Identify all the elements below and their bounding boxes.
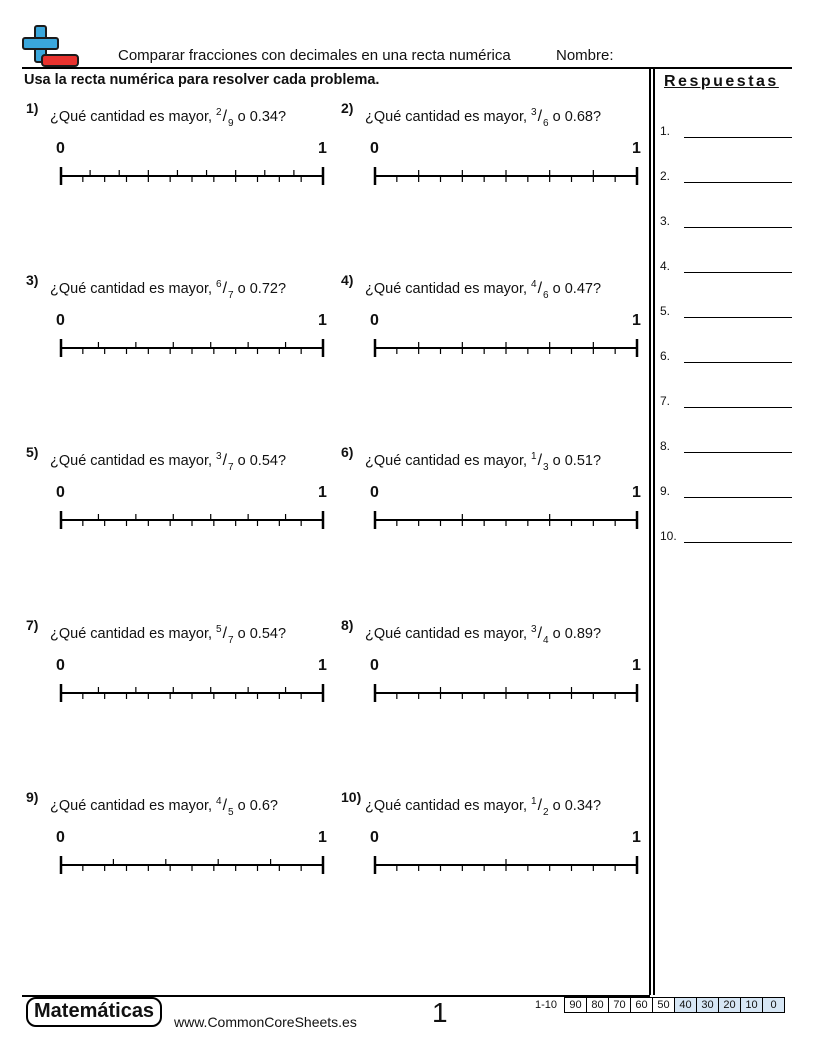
- problem-number: 4): [341, 272, 354, 288]
- problem-number: 6): [341, 444, 354, 460]
- question-suffix: o 0.68?: [548, 109, 602, 125]
- question-prefix: ¿Qué cantidad es mayor,: [50, 798, 217, 814]
- fraction-denominator: 3: [543, 462, 549, 473]
- question-prefix: ¿Qué cantidad es mayor,: [365, 798, 532, 814]
- number-line: [59, 330, 323, 360]
- answer-number: 1.: [660, 124, 671, 138]
- answer-number: 10.: [660, 529, 677, 543]
- answer-column-divider: [649, 67, 651, 995]
- answer-row: [660, 439, 792, 455]
- fraction-denominator: 9: [228, 118, 234, 129]
- number-line-one-label: 1: [632, 829, 641, 846]
- question-prefix: ¿Qué cantidad es mayor,: [365, 281, 532, 297]
- number-line: [373, 675, 637, 705]
- answer-blank[interactable]: [684, 182, 792, 183]
- answer-column-divider-inner: [653, 67, 655, 995]
- fraction-numerator: 5: [216, 624, 222, 635]
- answer-row: [660, 394, 792, 410]
- answer-row: [660, 124, 792, 140]
- number-line-zero-label: 0: [370, 484, 379, 501]
- website-link[interactable]: www.CommonCoreSheets.es: [174, 1014, 357, 1030]
- fraction-denominator: 7: [228, 635, 234, 646]
- problem: [341, 617, 641, 737]
- answer-row: [660, 304, 792, 320]
- question-suffix: o 0.72?: [233, 281, 287, 297]
- problem-number: 1): [26, 100, 39, 116]
- fraction-denominator: 4: [543, 635, 549, 646]
- number-line: [59, 847, 323, 877]
- fraction: [216, 624, 234, 646]
- answer-number: 2.: [660, 169, 671, 183]
- number-line-one-label: 1: [632, 484, 641, 501]
- number-line-zero-label: 0: [56, 312, 65, 329]
- fraction: [216, 451, 234, 473]
- fraction-denominator: 2: [543, 807, 549, 818]
- problem-number: 7): [26, 617, 39, 633]
- score-cell: 50: [653, 998, 675, 1013]
- name-label: Nombre:: [556, 47, 614, 64]
- problem-question: [365, 107, 601, 129]
- header-divider: [22, 67, 792, 69]
- answer-blank[interactable]: [684, 452, 792, 453]
- fraction-numerator: 4: [216, 796, 222, 807]
- question-prefix: ¿Qué cantidad es mayor,: [50, 109, 217, 125]
- number-line-one-label: 1: [632, 312, 641, 329]
- answer-number: 6.: [660, 349, 671, 363]
- answer-row: [660, 529, 792, 545]
- fraction-slash: /: [222, 452, 228, 469]
- answer-blank[interactable]: [684, 272, 792, 273]
- problem: [341, 789, 641, 909]
- question-prefix: ¿Qué cantidad es mayor,: [50, 453, 217, 469]
- fraction-slash: /: [537, 452, 543, 469]
- problem: [26, 789, 326, 909]
- score-cell: 40: [675, 998, 697, 1013]
- problem-number: 3): [26, 272, 39, 288]
- answer-row: [660, 259, 792, 275]
- fraction-slash: /: [537, 797, 543, 814]
- problem-question: [50, 451, 286, 473]
- number-line: [59, 675, 323, 705]
- number-line-zero-label: 0: [56, 829, 65, 846]
- fraction-numerator: 2: [216, 107, 222, 118]
- instructions: Usa la recta numérica para resolver cada problema.: [24, 72, 380, 88]
- fraction-numerator: 1: [531, 796, 537, 807]
- fraction-denominator: 7: [228, 290, 234, 301]
- page-number: 1: [432, 997, 448, 1028]
- number-line: [373, 502, 637, 532]
- fraction: [531, 107, 549, 129]
- number-line: [373, 847, 637, 877]
- fraction: [216, 279, 234, 301]
- answer-blank[interactable]: [684, 542, 792, 543]
- answer-row: [660, 484, 792, 500]
- number-line-zero-label: 0: [56, 657, 65, 674]
- answer-row: [660, 214, 792, 230]
- answer-blank[interactable]: [684, 137, 792, 138]
- problem: [26, 444, 326, 564]
- problem-number: 5): [26, 444, 39, 460]
- fraction-slash: /: [537, 280, 543, 297]
- worksheet-title: Comparar fracciones con decimales en una recta numérica: [118, 47, 511, 64]
- fraction-slash: /: [537, 108, 543, 125]
- problem-question: [365, 451, 601, 473]
- problem: [26, 272, 326, 392]
- number-line-one-label: 1: [632, 657, 641, 674]
- score-table: [564, 997, 785, 1013]
- fraction-denominator: 5: [228, 807, 234, 818]
- fraction-slash: /: [222, 108, 228, 125]
- number-line-one-label: 1: [318, 657, 327, 674]
- fraction-numerator: 1: [531, 451, 537, 462]
- problem-question: [50, 107, 286, 129]
- number-line: [59, 502, 323, 532]
- answer-blank[interactable]: [684, 227, 792, 228]
- answer-blank[interactable]: [684, 497, 792, 498]
- problem-question: [365, 796, 601, 818]
- problem-number: 2): [341, 100, 354, 116]
- fraction-numerator: 6: [216, 279, 222, 290]
- fraction-denominator: 7: [228, 462, 234, 473]
- answer-blank[interactable]: [684, 317, 792, 318]
- number-line-one-label: 1: [632, 140, 641, 157]
- answer-number: 8.: [660, 439, 671, 453]
- question-suffix: o 0.34?: [548, 798, 602, 814]
- question-suffix: o 0.89?: [548, 626, 602, 642]
- answer-number: 7.: [660, 394, 671, 408]
- answer-blank[interactable]: [684, 362, 792, 363]
- fraction: [531, 624, 549, 646]
- problem: [341, 100, 641, 220]
- score-cell: 0: [763, 998, 785, 1013]
- question-prefix: ¿Qué cantidad es mayor,: [365, 109, 532, 125]
- problem-number: 10): [341, 789, 362, 805]
- number-line: [373, 330, 637, 360]
- number-line: [373, 158, 637, 188]
- answer-number: 3.: [660, 214, 671, 228]
- answer-number: 9.: [660, 484, 671, 498]
- number-line-one-label: 1: [318, 312, 327, 329]
- question-prefix: ¿Qué cantidad es mayor,: [50, 626, 217, 642]
- question-suffix: o 0.54?: [233, 626, 287, 642]
- question-prefix: ¿Qué cantidad es mayor,: [50, 281, 217, 297]
- score-cell: 10: [741, 998, 763, 1013]
- question-prefix: ¿Qué cantidad es mayor,: [365, 453, 532, 469]
- fraction-slash: /: [222, 280, 228, 297]
- question-suffix: o 0.51?: [548, 453, 602, 469]
- brand-badge: Matemáticas: [26, 997, 162, 1027]
- question-prefix: ¿Qué cantidad es mayor,: [365, 626, 532, 642]
- fraction-slash: /: [537, 625, 543, 642]
- problem-question: [50, 796, 278, 818]
- number-line-one-label: 1: [318, 829, 327, 846]
- problem-number: 9): [26, 789, 39, 805]
- answers-title: Respuestas: [664, 73, 779, 90]
- answer-number: 4.: [660, 259, 671, 273]
- fraction-numerator: 4: [531, 279, 537, 290]
- number-line-zero-label: 0: [370, 140, 379, 157]
- score-cell: 90: [565, 998, 587, 1013]
- fraction-denominator: 6: [543, 118, 549, 129]
- question-suffix: o 0.34?: [233, 109, 287, 125]
- problem: [341, 272, 641, 392]
- answer-number: 5.: [660, 304, 671, 318]
- fraction: [531, 796, 549, 818]
- problem-question: [365, 624, 601, 646]
- number-line-zero-label: 0: [370, 657, 379, 674]
- fraction: [216, 796, 234, 818]
- fraction-slash: /: [222, 625, 228, 642]
- number-line-zero-label: 0: [56, 140, 65, 157]
- number-line-one-label: 1: [318, 484, 327, 501]
- fraction: [216, 107, 234, 129]
- number-line-zero-label: 0: [56, 484, 65, 501]
- problem-number: 8): [341, 617, 354, 633]
- answer-row: [660, 349, 792, 365]
- answer-blank[interactable]: [684, 407, 792, 408]
- question-suffix: o 0.47?: [548, 281, 602, 297]
- number-line-one-label: 1: [318, 140, 327, 157]
- score-cell: 30: [697, 998, 719, 1013]
- score-cell: 80: [587, 998, 609, 1013]
- fraction-numerator: 3: [216, 451, 222, 462]
- score-cell: 70: [609, 998, 631, 1013]
- plus-minus-logo-icon: [22, 24, 80, 68]
- problem-question: [50, 624, 286, 646]
- score-cell: 20: [719, 998, 741, 1013]
- fraction-slash: /: [222, 797, 228, 814]
- fraction: [531, 279, 549, 301]
- number-line-zero-label: 0: [370, 829, 379, 846]
- fraction-denominator: 6: [543, 290, 549, 301]
- question-suffix: o 0.54?: [233, 453, 287, 469]
- problem-question: [365, 279, 601, 301]
- problem: [26, 100, 326, 220]
- score-cell: 60: [631, 998, 653, 1013]
- score-range-label: 1-10: [535, 999, 558, 1011]
- number-line-zero-label: 0: [370, 312, 379, 329]
- question-suffix: o 0.6?: [233, 798, 278, 814]
- fraction-numerator: 3: [531, 107, 537, 118]
- problem: [341, 444, 641, 564]
- answer-row: [660, 169, 792, 185]
- problem: [26, 617, 326, 737]
- fraction-numerator: 3: [531, 624, 537, 635]
- fraction: [531, 451, 549, 473]
- problem-question: [50, 279, 286, 301]
- number-line: [59, 158, 323, 188]
